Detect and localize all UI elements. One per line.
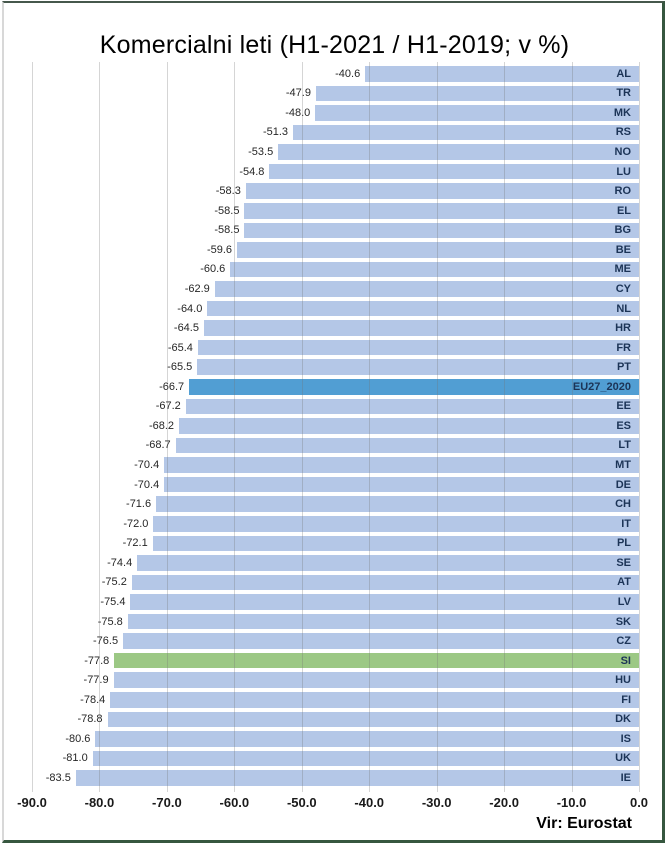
x-tick-label: -70.0 xyxy=(152,795,182,810)
bar-row xyxy=(32,514,639,534)
x-tick-label: -10.0 xyxy=(556,795,587,810)
value-label: -66.7 xyxy=(159,380,185,393)
bar xyxy=(316,86,639,102)
value-label: -80.6 xyxy=(65,732,91,745)
value-label: -78.8 xyxy=(77,713,103,726)
bar-row xyxy=(32,181,639,201)
value-label: -83.5 xyxy=(45,772,71,785)
bar-row xyxy=(32,573,639,593)
x-axis xyxy=(17,795,649,811)
bar xyxy=(179,418,639,434)
category-label: SI xyxy=(620,654,631,667)
bar-row xyxy=(32,64,639,84)
category-label: RO xyxy=(614,185,631,198)
category-label: LV xyxy=(617,595,631,608)
bar xyxy=(197,359,639,375)
value-label: -58.5 xyxy=(214,224,240,237)
bar-row xyxy=(32,612,639,632)
bar-row xyxy=(32,338,639,358)
category-label: EU27_2020 xyxy=(572,380,631,393)
value-label: -58.3 xyxy=(215,185,241,198)
bar xyxy=(132,575,639,591)
bar-row xyxy=(32,103,639,123)
bar xyxy=(95,731,639,747)
chart-title: Komercialni leti (H1-2021 / H1-2019; v %) xyxy=(99,30,570,59)
bar-row xyxy=(32,631,639,651)
bar-row xyxy=(32,592,639,612)
bar-row xyxy=(32,84,639,104)
value-label: -64.5 xyxy=(173,322,199,335)
value-label: -67.2 xyxy=(155,400,181,413)
category-label: LU xyxy=(616,165,631,178)
value-label: -77.8 xyxy=(84,654,110,667)
category-label: EE xyxy=(616,400,631,413)
category-label: CZ xyxy=(616,635,631,648)
x-tick-label: -40.0 xyxy=(354,795,385,810)
value-label: -75.8 xyxy=(97,615,123,628)
bar xyxy=(153,516,639,532)
bar-row xyxy=(32,768,639,788)
bar xyxy=(207,301,639,317)
bar-row xyxy=(32,534,639,554)
bar xyxy=(76,770,639,786)
bar xyxy=(128,614,639,630)
bar-row xyxy=(32,279,639,299)
category-label: AT xyxy=(617,576,631,589)
category-label: IT xyxy=(621,517,631,530)
value-label: -77.9 xyxy=(83,674,109,687)
bar-row xyxy=(32,377,639,397)
bar-row xyxy=(32,318,639,338)
category-label: PL xyxy=(616,537,631,550)
x-tick-label: -20.0 xyxy=(489,795,519,810)
bar xyxy=(164,457,639,473)
category-label: TR xyxy=(616,87,631,100)
value-label: -60.6 xyxy=(200,263,226,276)
value-label: -75.2 xyxy=(101,576,127,589)
x-tick-label: -80.0 xyxy=(84,795,115,810)
category-label: ME xyxy=(614,263,631,276)
category-label: DE xyxy=(615,478,631,491)
bar-row xyxy=(32,670,639,690)
x-tick-label: -90.0 xyxy=(17,795,47,810)
bar xyxy=(189,379,639,395)
category-label: CY xyxy=(615,282,631,295)
bar xyxy=(93,751,639,767)
bar xyxy=(230,262,639,278)
value-label: -68.2 xyxy=(148,419,175,432)
source-label: Vir: Eurostat xyxy=(536,815,632,832)
value-label: -47.9 xyxy=(285,87,311,100)
bar-row xyxy=(32,260,639,280)
x-tick-label: -50.0 xyxy=(286,795,317,810)
bar xyxy=(244,223,639,239)
category-label: PT xyxy=(616,361,631,374)
bar-row xyxy=(32,142,639,162)
category-label: SE xyxy=(616,556,631,569)
value-label: -65.5 xyxy=(167,361,193,374)
x-tick-label: -30.0 xyxy=(421,795,452,810)
bar-row xyxy=(32,455,639,475)
category-label: NO xyxy=(614,146,631,159)
category-label: FR xyxy=(616,341,631,354)
category-label: BE xyxy=(615,243,631,256)
bar-row xyxy=(32,494,639,514)
bar-row xyxy=(32,729,639,749)
bar-rows xyxy=(32,64,639,788)
value-label: -72.1 xyxy=(122,537,148,550)
bar-row xyxy=(32,240,639,260)
value-label: -58.5 xyxy=(214,204,240,217)
value-label: -71.6 xyxy=(126,498,152,511)
bar xyxy=(137,555,639,571)
bar xyxy=(130,594,639,610)
bar xyxy=(153,536,639,552)
category-label: SK xyxy=(615,615,631,628)
bar-row xyxy=(32,201,639,221)
category-label: HR xyxy=(615,322,631,335)
category-label: ES xyxy=(616,419,631,432)
bar xyxy=(156,496,639,512)
bar xyxy=(110,692,639,708)
category-label: NL xyxy=(616,302,631,315)
value-label: -74.4 xyxy=(107,556,133,569)
bar xyxy=(237,242,639,258)
value-label: -54.8 xyxy=(239,165,265,178)
bar-row xyxy=(32,475,639,495)
bar xyxy=(114,653,639,669)
bar-row xyxy=(32,651,639,671)
bar xyxy=(293,125,639,141)
bar xyxy=(108,712,639,728)
category-label: MK xyxy=(613,106,631,119)
bar-row xyxy=(32,436,639,456)
bar xyxy=(278,144,639,160)
category-label: HU xyxy=(615,674,631,687)
x-tick-label: 0.0 xyxy=(629,795,649,810)
value-label: -72.0 xyxy=(123,517,149,530)
bar xyxy=(164,477,639,493)
value-label: -78.4 xyxy=(80,693,106,706)
category-label: RS xyxy=(615,126,631,139)
value-label: -51.3 xyxy=(262,126,289,139)
category-label: FI xyxy=(621,693,631,706)
x-tick-label: -60.0 xyxy=(219,795,250,810)
category-label: BG xyxy=(614,224,631,237)
category-label: MT xyxy=(615,459,631,472)
category-label: LT xyxy=(618,439,631,452)
value-label: -65.4 xyxy=(167,341,193,354)
value-label: -70.4 xyxy=(134,478,160,491)
category-label: AL xyxy=(616,67,631,80)
bar xyxy=(269,164,639,180)
bar-row xyxy=(32,749,639,769)
value-label: -68.7 xyxy=(145,439,171,452)
bar xyxy=(204,320,639,336)
bar-row xyxy=(32,416,639,436)
value-label: -81.0 xyxy=(62,752,88,765)
bar-row xyxy=(32,299,639,319)
value-label: -64.0 xyxy=(177,302,203,315)
bar-row xyxy=(32,690,639,710)
value-label: -62.9 xyxy=(184,282,210,295)
bar xyxy=(114,672,639,688)
value-label: -40.6 xyxy=(335,67,361,80)
category-label: IE xyxy=(620,772,631,785)
bar xyxy=(244,203,639,219)
value-label: -59.6 xyxy=(206,243,233,256)
bar xyxy=(186,399,639,415)
bar xyxy=(365,66,639,82)
value-label: -53.5 xyxy=(248,146,274,159)
value-label: -76.5 xyxy=(92,635,119,648)
category-label: DK xyxy=(615,713,631,726)
bar-row xyxy=(32,397,639,417)
bar-row xyxy=(32,123,639,143)
value-label: -48.0 xyxy=(285,106,311,119)
category-label: CH xyxy=(615,498,631,511)
bar xyxy=(215,281,639,297)
value-label: -70.4 xyxy=(134,459,160,472)
bar-row xyxy=(32,553,639,573)
bar xyxy=(198,340,639,356)
plot-area xyxy=(32,64,639,788)
category-label: EL xyxy=(616,204,631,217)
bar-row xyxy=(32,221,639,241)
bar-row xyxy=(32,357,639,377)
category-label: UK xyxy=(615,752,631,765)
bar-row xyxy=(32,710,639,730)
value-label: -75.4 xyxy=(100,595,126,608)
bar-row xyxy=(32,162,639,182)
bar xyxy=(176,438,639,454)
bar xyxy=(123,633,639,649)
gridline xyxy=(639,62,640,792)
category-label: IS xyxy=(620,732,631,745)
bar xyxy=(315,105,639,121)
bar xyxy=(246,183,639,199)
